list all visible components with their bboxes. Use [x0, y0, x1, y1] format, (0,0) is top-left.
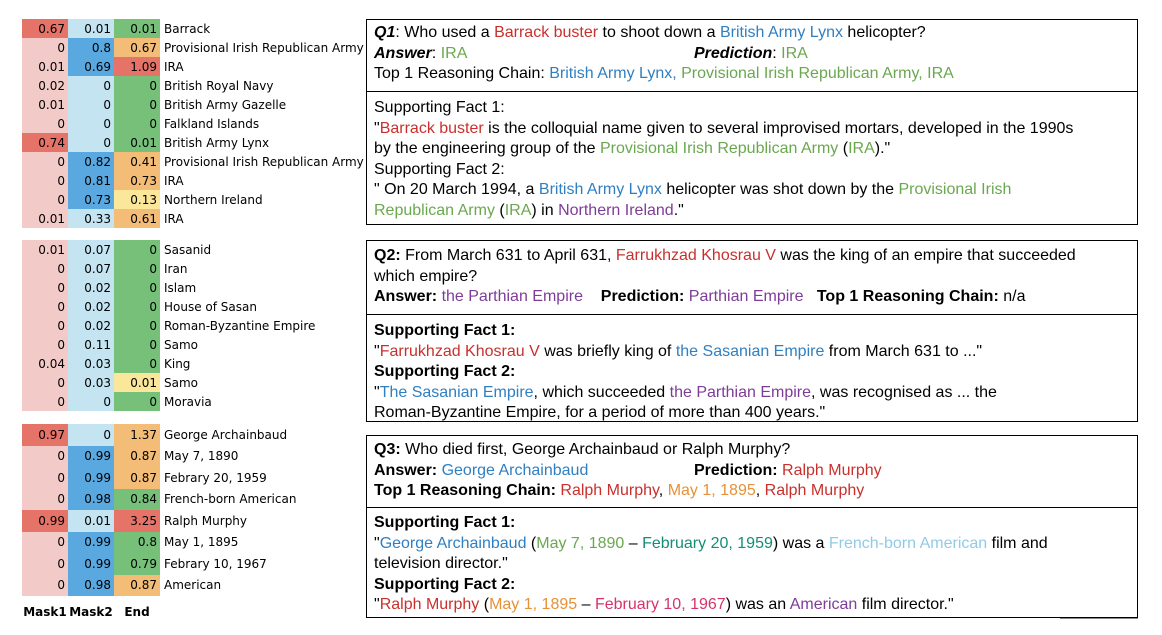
- q3-sf1-text: "George Archainbaud (May 7, 1890 – February 20, 1959) was a French-born American film and: [374, 534, 1048, 552]
- entity-label: IRA: [164, 211, 184, 226]
- mask1-cell: 0: [22, 489, 68, 511]
- mask2-cell: 0.82: [68, 152, 114, 171]
- mask2-cell: 0.01: [68, 510, 114, 532]
- end-cell: 3.25: [114, 510, 160, 532]
- end-cell: 0: [114, 335, 160, 354]
- entity-label: Provisional Irish Republican Army: [164, 154, 364, 169]
- mask1-cell: 0.97: [22, 424, 68, 446]
- heatmap-row: [22, 532, 296, 554]
- entity-label: Iran: [164, 261, 188, 276]
- entity-label: Ralph Murphy: [164, 513, 248, 528]
- column-label-mask2: Mask2: [69, 605, 113, 619]
- mask1-cell: 0: [22, 38, 68, 57]
- q2-sf2-label: Supporting Fact 2:: [374, 363, 516, 380]
- mask1-cell: 0: [22, 114, 68, 133]
- q3-question: Q3: Who died first, George Archainbaud or Ralph Murphy?: [374, 441, 791, 458]
- end-cell: 0.84: [114, 489, 160, 511]
- end-cell: 0: [114, 316, 160, 335]
- mask2-cell: 0.02: [68, 297, 114, 316]
- entity-label: Islam: [164, 280, 197, 295]
- q3-question-box: [366, 435, 1138, 508]
- mask1-cell: 0: [22, 373, 68, 392]
- q1-sf2-label: Supporting Fact 2: [374, 160, 501, 178]
- entity-label: King: [164, 356, 191, 371]
- entity-label: Febrary 10, 1967: [164, 556, 267, 571]
- mask1-cell: 0.67: [22, 19, 68, 38]
- mask2-cell: 0.98: [68, 575, 114, 597]
- mask2-cell: 0: [68, 114, 114, 133]
- q2-sf1-label: Supporting Fact 1:: [374, 322, 516, 339]
- heatmap-group-3: [22, 424, 296, 596]
- mask2-cell: 0: [68, 133, 114, 152]
- mask1-cell: 0: [22, 190, 68, 209]
- entity-label: British Army Gazelle: [164, 97, 287, 112]
- entity-label: Febrary 20, 1959: [164, 470, 267, 485]
- mask2-cell: 0.03: [68, 354, 114, 373]
- mask2-cell: 0.99: [68, 553, 114, 575]
- heatmap-row: [22, 354, 315, 373]
- q1-question: Q1: Who used a Barrack buster to shoot down a British Army Lynx helicopter?: [374, 24, 926, 41]
- q3-facts-box: Supporting Fact 1: "George Archainbaud (May 7, 1890 – February 20, 1959) was a French-born American film and television director." Supporting Fact 2: "Ralph Murphy (May 1, 1895 – February 10, 1967) was an American film director.": [366, 507, 1138, 618]
- heatmap-row: [22, 446, 296, 468]
- entity-label: George Archainbaud: [164, 427, 288, 442]
- end-cell: 0.01: [114, 373, 160, 392]
- entity-label: British Royal Navy: [164, 78, 274, 93]
- heatmap-row: [22, 57, 364, 76]
- mask1-cell: 0.74: [22, 133, 68, 152]
- end-cell: 0.87: [114, 467, 160, 489]
- heatmap-row: [22, 575, 296, 597]
- heatmap-row: [22, 171, 364, 190]
- q1-chain-line: Top 1 Reasoning Chain: British Army Lynx, Provisional Irish Republican Army, IRA: [374, 65, 954, 82]
- mask1-cell: 0: [22, 316, 68, 335]
- q3-chain-line: Top 1 Reasoning Chain: Ralph Murphy, May 1, 1895, Ralph Murphy: [374, 482, 865, 499]
- q3-sf2-label: Supporting Fact 2:: [374, 575, 516, 593]
- heatmap-row: [22, 114, 364, 133]
- q1-sf1-label: Supporting Fact 1: [374, 99, 501, 116]
- end-cell: 0: [114, 354, 160, 373]
- heatmap-row: [22, 373, 315, 392]
- entity-label: British Army Lynx: [164, 135, 270, 150]
- mask1-cell: 0: [22, 553, 68, 575]
- entity-label: Barrack: [164, 21, 211, 36]
- q2-question: Q2: From March 631 to April 631, Farrukhzad Khosrau V was the king of an empire that succeeded: [374, 247, 1076, 264]
- mask2-cell: 0.73: [68, 190, 114, 209]
- column-label-mask1: Mask1: [23, 605, 67, 619]
- end-cell: 0.87: [114, 575, 160, 597]
- q1-question-box: [366, 19, 1138, 92]
- entity-label: Sasanid: [164, 242, 212, 257]
- end-cell: 0.01: [114, 19, 160, 38]
- mask1-cell: 0: [22, 152, 68, 171]
- heatmap-row: [22, 392, 315, 411]
- mask1-cell: 0: [22, 278, 68, 297]
- heatmap-row: [22, 240, 315, 259]
- q3-sf2-text: "Ralph Murphy (May 1, 1895 – February 10, 1967) was an American film director.": [374, 596, 954, 613]
- heatmap-row: [22, 209, 364, 228]
- q2-facts-box: Supporting Fact 1: "Farrukhzad Khosrau V was briefly king of the Sasanian Empire from March 631 to ..." Supporting Fact 2: "The Sasanian Empire, which succeeded the Parthian Empire, was recognised as ... the Roman-Byzantine Empire, for a period of more than 400 years.": [366, 314, 1138, 422]
- mask1-cell: 0.99: [22, 510, 68, 532]
- end-cell: 0: [114, 259, 160, 278]
- mask2-cell: 0.99: [68, 467, 114, 489]
- entity-label: Samo: [164, 337, 199, 352]
- heatmap-row: [22, 467, 296, 489]
- entity-label: Samo: [164, 375, 199, 390]
- mask1-cell: 0: [22, 392, 68, 411]
- heatmap-column-labels: [22, 605, 160, 619]
- heatmap-group-1: [22, 19, 364, 228]
- mask2-cell: 0: [68, 392, 114, 411]
- entity-label: American: [164, 578, 222, 593]
- mask2-cell: 0.33: [68, 209, 114, 228]
- end-cell: 0.8: [114, 532, 160, 554]
- heatmap-row: [22, 95, 364, 114]
- mask2-cell: 0.02: [68, 278, 114, 297]
- mask1-cell: 0.01: [22, 240, 68, 259]
- mask1-cell: 0.01: [22, 209, 68, 228]
- column-label-end: End: [124, 605, 150, 619]
- entity-label: IRA: [164, 173, 184, 188]
- entity-label: May 7, 1890: [164, 449, 239, 464]
- mask1-cell: 0.04: [22, 354, 68, 373]
- end-cell: 0: [114, 392, 160, 411]
- mask1-cell: 0.01: [22, 95, 68, 114]
- end-cell: 0.79: [114, 553, 160, 575]
- mask1-cell: 0: [22, 297, 68, 316]
- mask2-cell: 0.02: [68, 316, 114, 335]
- entity-label: Falkland Islands: [164, 116, 260, 131]
- q1-sf2-text: " On 20 March 1994, a British Army Lynx helicopter was shot down by the Provisional Irish: [374, 181, 1012, 198]
- mask1-cell: 0: [22, 467, 68, 489]
- q2-sf2-text: "The Sasanian Empire, which succeeded the Parthian Empire, was recognised as ... the: [374, 383, 997, 401]
- entity-label: French-born American: [164, 492, 297, 507]
- entity-label: Northern Ireland: [164, 192, 263, 207]
- mask1-cell: 0: [22, 259, 68, 278]
- heatmap-row: [22, 489, 296, 511]
- mask2-cell: 0.11: [68, 335, 114, 354]
- end-cell: 0.41: [114, 152, 160, 171]
- mask1-cell: 0: [22, 532, 68, 554]
- end-cell: 0.67: [114, 38, 160, 57]
- heatmap-row: [22, 510, 296, 532]
- entity-label: Roman-Byzantine Empire: [164, 318, 316, 333]
- entity-label: House of Sasan: [164, 299, 257, 314]
- mask1-cell: 0: [22, 575, 68, 597]
- entity-label: May 1, 1895: [164, 535, 239, 550]
- q2-answer-line: Answer: the Parthian Empire Prediction: Parthian Empire Top 1 Reasoning Chain: n/a: [374, 288, 1026, 305]
- end-cell: 0.73: [114, 171, 160, 190]
- mask2-cell: 0: [68, 95, 114, 114]
- end-cell: 0: [114, 240, 160, 259]
- mask1-cell: 0.01: [22, 57, 68, 76]
- q3-sf1-label: Supporting Fact 1:: [374, 514, 516, 531]
- mask1-cell: 0: [22, 335, 68, 354]
- mask2-cell: 0.81: [68, 171, 114, 190]
- end-cell: 0.01: [114, 133, 160, 152]
- mask2-cell: 0: [68, 76, 114, 95]
- heatmap-group-2: [22, 240, 315, 411]
- heatmap-row: [22, 190, 364, 209]
- mask2-cell: 0.99: [68, 532, 114, 554]
- end-cell: 1.37: [114, 424, 160, 446]
- end-cell: 1.09: [114, 57, 160, 76]
- end-cell: 0: [114, 95, 160, 114]
- mask2-cell: 0.69: [68, 57, 114, 76]
- q1-facts-box: Supporting Fact 1: "Barrack buster is the colloquial name given to several improvised mortars, developed in the 1990s by the engineering group of the Provisional Irish Republican Army (IRA)." Supporting Fact 2: " On 20 March 1994, a British Army Lynx helicopter was shot down by the Provisional Irish Republican Army (IRA) in Northern Ireland.": [366, 91, 1138, 225]
- q2-sf1-text: "Farrukhzad Khosrau V was briefly king of the Sasanian Empire from March 631 to ...": [374, 342, 983, 360]
- heatmap-row: [22, 152, 364, 171]
- heatmap-row: [22, 38, 364, 57]
- heatmap-row: [22, 335, 315, 354]
- end-cell: 0: [114, 278, 160, 297]
- heatmap-row: [22, 553, 296, 575]
- trailing-rule: [1060, 618, 1138, 619]
- entity-label: Moravia: [164, 394, 212, 409]
- end-cell: 0.61: [114, 209, 160, 228]
- end-cell: 0.87: [114, 446, 160, 468]
- mask2-cell: 0.01: [68, 19, 114, 38]
- heatmap-row: [22, 133, 364, 152]
- mask2-cell: 0: [68, 424, 114, 446]
- end-cell: 0: [114, 76, 160, 95]
- heatmap-row: [22, 297, 315, 316]
- heatmap-row: [22, 19, 364, 38]
- entity-label: Provisional Irish Republican Army: [164, 40, 364, 55]
- mask2-cell: 0.03: [68, 373, 114, 392]
- mask2-cell: 0.07: [68, 240, 114, 259]
- q1-sf1-text: "Barrack buster is the colloquial name given to several improvised mortars, developed in the 1990s: [374, 119, 1074, 137]
- heatmap-row: [22, 259, 315, 278]
- mask2-cell: 0.8: [68, 38, 114, 57]
- q1-answer-line: Answer: IRA Prediction: IRA: [374, 44, 808, 62]
- heatmap-row: [22, 316, 315, 335]
- mask1-cell: 0: [22, 446, 68, 468]
- mask2-cell: 0.98: [68, 489, 114, 511]
- mask1-cell: 0.02: [22, 76, 68, 95]
- mask2-cell: 0.99: [68, 446, 114, 468]
- heatmap-row: [22, 76, 364, 95]
- mask1-cell: 0: [22, 171, 68, 190]
- q2-question-box: Q2: From March 631 to April 631, Farrukhzad Khosrau V was the king of an empire that succeeded which empire? Answer: the Parthian Empire Prediction: Parthian Empire Top 1 Reasoning Chain: n/a: [366, 240, 1138, 315]
- mask2-cell: 0.07: [68, 259, 114, 278]
- entity-label: IRA: [164, 59, 184, 74]
- end-cell: 0.13: [114, 190, 160, 209]
- end-cell: 0: [114, 297, 160, 316]
- heatmap-row: [22, 278, 315, 297]
- q3-answer-line: Answer: George Archainbaud Prediction: Ralph Murphy: [374, 461, 882, 479]
- end-cell: 0: [114, 114, 160, 133]
- heatmap-row: [22, 424, 296, 446]
